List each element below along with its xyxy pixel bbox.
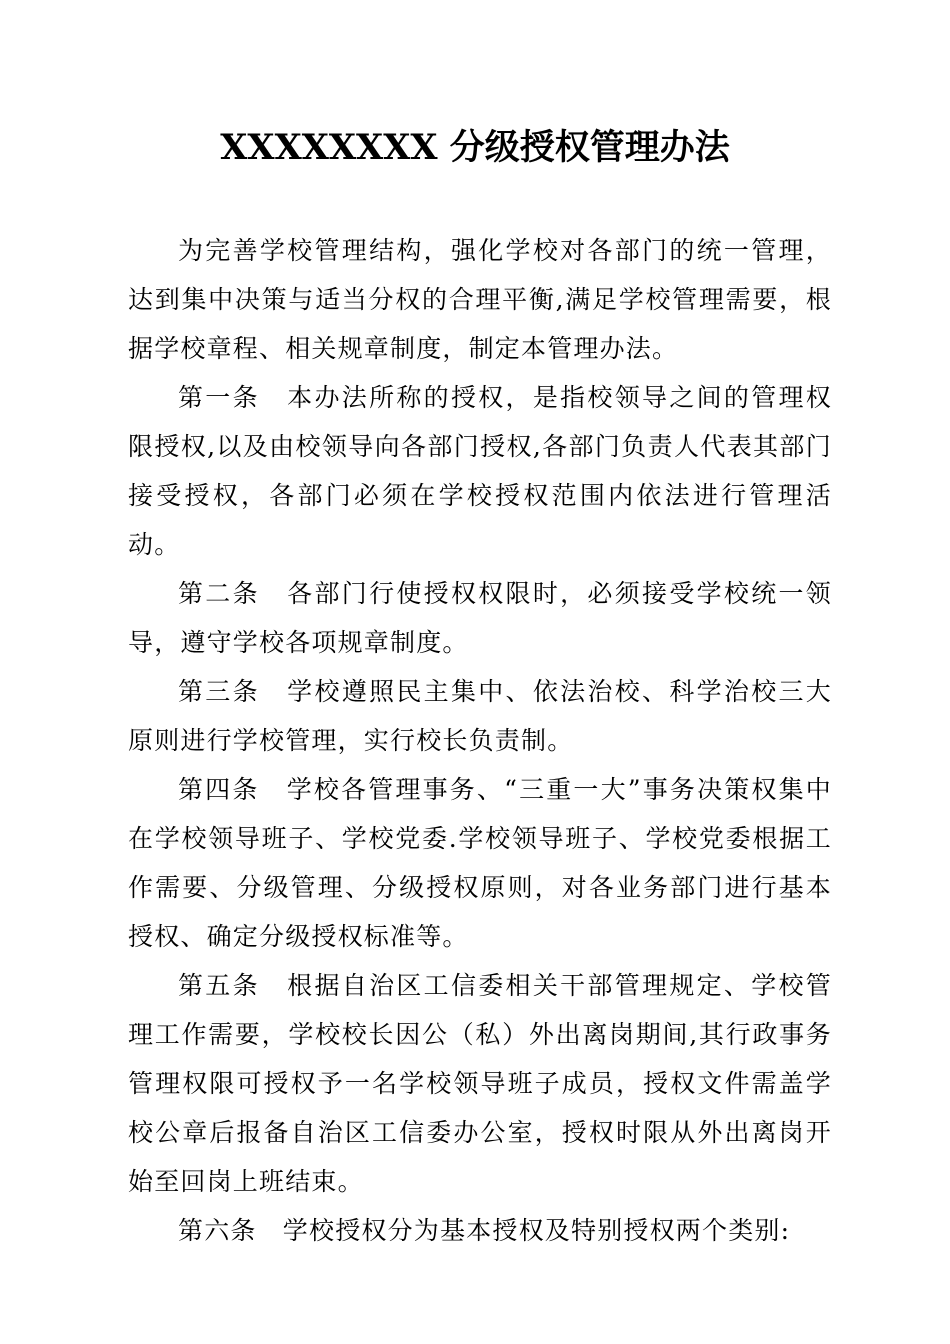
document-title: XXXXXXXX 分级授权管理办法 <box>220 127 730 168</box>
article-6-paragraph: 第六条 学校授权分为基本授权及特别授权两个类别: <box>178 1216 791 1245</box>
article-3-paragraph: 第三条 学校遵照民主集中、依法治校、科学治校三大原则进行学校管理，实行校长负责制。 <box>128 677 832 755</box>
article-4-paragraph: 第四条 学校各管理事务、“三重一大”事务决策权集中在学校领导班子、学校党委.学校领导班子、学校党委根据工作需要、分级管理、分级授权原则，对各业务部门进行基本授权、确定分级授权标准等。 <box>128 775 832 951</box>
article-2-paragraph: 第二条 各部门行使授权权限时，必须接受学校统一领导，遵守学校各项规章制度。 <box>128 579 832 657</box>
article-5-paragraph: 第五条 根据自治区工信委相关干部管理规定、学校管理工作需要，学校校长因公（私）外出离岗期间,其行政事务管理权限可授权予一名学校领导班子成员，授权文件需盖学校公章后报备自治区工信委办公室，授权时限从外出离岗开始至回岗上班结束。 <box>128 971 832 1196</box>
article-1-paragraph: 第一条 本办法所称的授权，是指校领导之间的管理权限授权,以及由校领导向各部门授权,各部门负责人代表其部门接受授权，各部门必须在学校授权范围内依法进行管理活动。 <box>128 383 832 559</box>
preamble-paragraph: 为完善学校管理结构，强化学校对各部门的统一管理，达到集中决策与适当分权的合理平衡,满足学校管理需要，根据学校章程、相关规章制度，制定本管理办法。 <box>128 236 832 363</box>
document-body <box>128 226 832 1255</box>
